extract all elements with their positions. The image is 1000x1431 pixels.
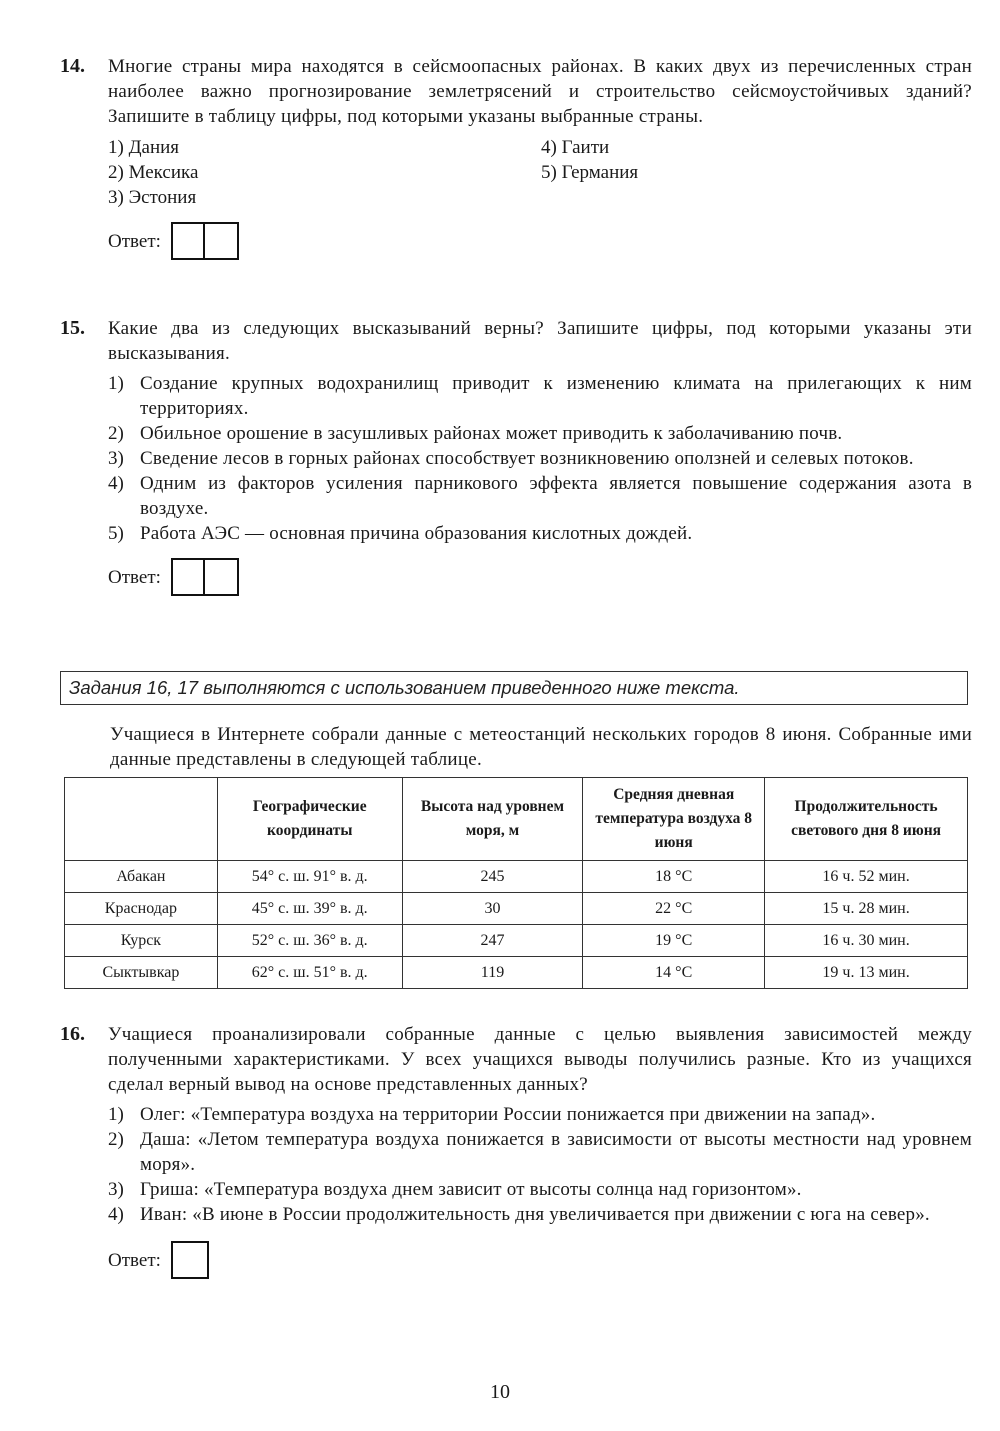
option-3: 3) Гриша: «Температура воздуха днем зависит от высоты солнца над горизонтом».: [108, 1179, 802, 1200]
option-3: 3) Сведение лесов в горных районах способствует возникновению оползней и селевых потоков.: [108, 448, 914, 469]
cell-altitude: 245: [402, 861, 583, 893]
question-text: Какие два из следующих высказываний верны? Запишите цифры, под которыми указаны эти высказывания.: [108, 318, 972, 364]
cell-temperature: 14 °С: [583, 957, 765, 989]
answer-row: [108, 222, 972, 260]
cell-coordinates: 52° с. ш. 36° в. д.: [217, 925, 402, 957]
options-list: [108, 135, 972, 210]
answer-box-2[interactable]: [205, 558, 239, 596]
cell-daylight: 16 ч. 52 мин.: [765, 861, 968, 893]
cell-city: Сыктывкар: [65, 957, 218, 989]
answer-label: Ответ:: [108, 1249, 161, 1271]
cell-altitude: 30: [402, 893, 583, 925]
option-4: 4) Одним из факторов усиления парникового эффекта является повышение содержания азота в воздухе.: [108, 473, 972, 519]
cell-city: Курск: [65, 925, 218, 957]
table-row: [65, 925, 968, 957]
answer-row: [108, 558, 972, 596]
option-1: 1) Создание крупных водохранилищ приводит к изменению климата на прилегающих к ним территориях.: [108, 373, 972, 419]
cell-altitude: 119: [402, 957, 583, 989]
cell-daylight: 15 ч. 28 мин.: [765, 893, 968, 925]
cell-temperature: 22 °С: [583, 893, 765, 925]
cell-temperature: 19 °С: [583, 925, 765, 957]
option-3: 3) Эстония: [108, 187, 197, 208]
question-15: [60, 316, 972, 596]
cell-coordinates: 54° с. ш. 91° в. д.: [217, 861, 402, 893]
header-temperature: Средняя дневная температура воздуха 8 июня: [583, 778, 765, 861]
header-coordinates: Географические координаты: [217, 778, 402, 861]
question-number: 16.: [60, 1023, 85, 1045]
question-number: 14.: [60, 55, 85, 77]
question-number: 15.: [60, 317, 85, 339]
header-daylight: Продолжительность светового дня 8 июня: [765, 778, 968, 861]
cell-temperature: 18 °С: [583, 861, 765, 893]
option-4: 4) Иван: «В июне в России продолжительность дня увеличивается при движении с юга на север».: [108, 1204, 930, 1225]
answer-label: Ответ:: [108, 566, 161, 588]
tasks-banner: Задания 16, 17 выполняются с использованием приведенного ниже текста.: [60, 671, 968, 705]
cell-altitude: 247: [402, 925, 583, 957]
cell-coordinates: 45° с. ш. 39° в. д.: [217, 893, 402, 925]
option-2: 2) Даша: «Летом температура воздуха понижается в зависимости от высоты местности над уровнем моря».: [108, 1129, 972, 1175]
page-number: 10: [490, 1381, 510, 1403]
option-2: 2) Обильное орошение в засушливых районах может приводить к заболачиванию почв.: [108, 423, 843, 444]
intro-text: Учащиеся в Интернете собрали данные с метеостанций нескольких городов 8 июня. Собранные ими данные представлены в следующей таблице.: [110, 724, 972, 770]
answer-box-1[interactable]: [171, 558, 205, 596]
answer-row: [108, 1241, 972, 1279]
cell-daylight: 19 ч. 13 мин.: [765, 957, 968, 989]
cell-city: Абакан: [65, 861, 218, 893]
cell-daylight: 16 ч. 30 мин.: [765, 925, 968, 957]
option-5: 5) Германия: [541, 162, 639, 183]
option-1: 1) Олег: «Температура воздуха на территории России понижается при движении на запад».: [108, 1104, 876, 1125]
question-14: [60, 54, 972, 260]
question-text: Учащиеся проанализировали собранные данные с целью выявления зависимостей между полученными характеристиками. У всех учащихся выводы получились разные. Кто из учащихся сделал верный вывод на основе представленных данных?: [108, 1024, 972, 1095]
answer-label: Ответ:: [108, 230, 161, 252]
options-list: [108, 371, 972, 546]
table-row: [65, 957, 968, 989]
cell-coordinates: 62° с. ш. 51° в. д.: [217, 957, 402, 989]
answer-box-1[interactable]: [171, 1241, 209, 1279]
answer-box-1[interactable]: [171, 222, 205, 260]
table-row: [65, 861, 968, 893]
options-list: [108, 1102, 972, 1227]
option-5: 5) Работа АЭС — основная причина образования кислотных дождей.: [108, 523, 693, 544]
header-altitude: Высота над уровнем моря, м: [402, 778, 583, 861]
cell-city: Краснодар: [65, 893, 218, 925]
option-1: 1) Дания: [108, 137, 180, 158]
answer-box-2[interactable]: [205, 222, 239, 260]
table-header-row: [65, 778, 968, 861]
question-text: Многие страны мира находятся в сейсмоопасных районах. В каких двух из перечисленных стран наиболее важно прогнозирование землетрясений и строительство сейсмоустойчивых зданий? Запишите в таблицу цифры, под которыми указаны выбранные страны.: [108, 56, 972, 127]
option-2: 2) Мексика: [108, 162, 199, 183]
table-row: [65, 893, 968, 925]
header-empty: [65, 778, 218, 861]
weather-table: [64, 777, 968, 989]
option-4: 4) Гаити: [541, 137, 610, 158]
question-16: [60, 1022, 972, 1279]
